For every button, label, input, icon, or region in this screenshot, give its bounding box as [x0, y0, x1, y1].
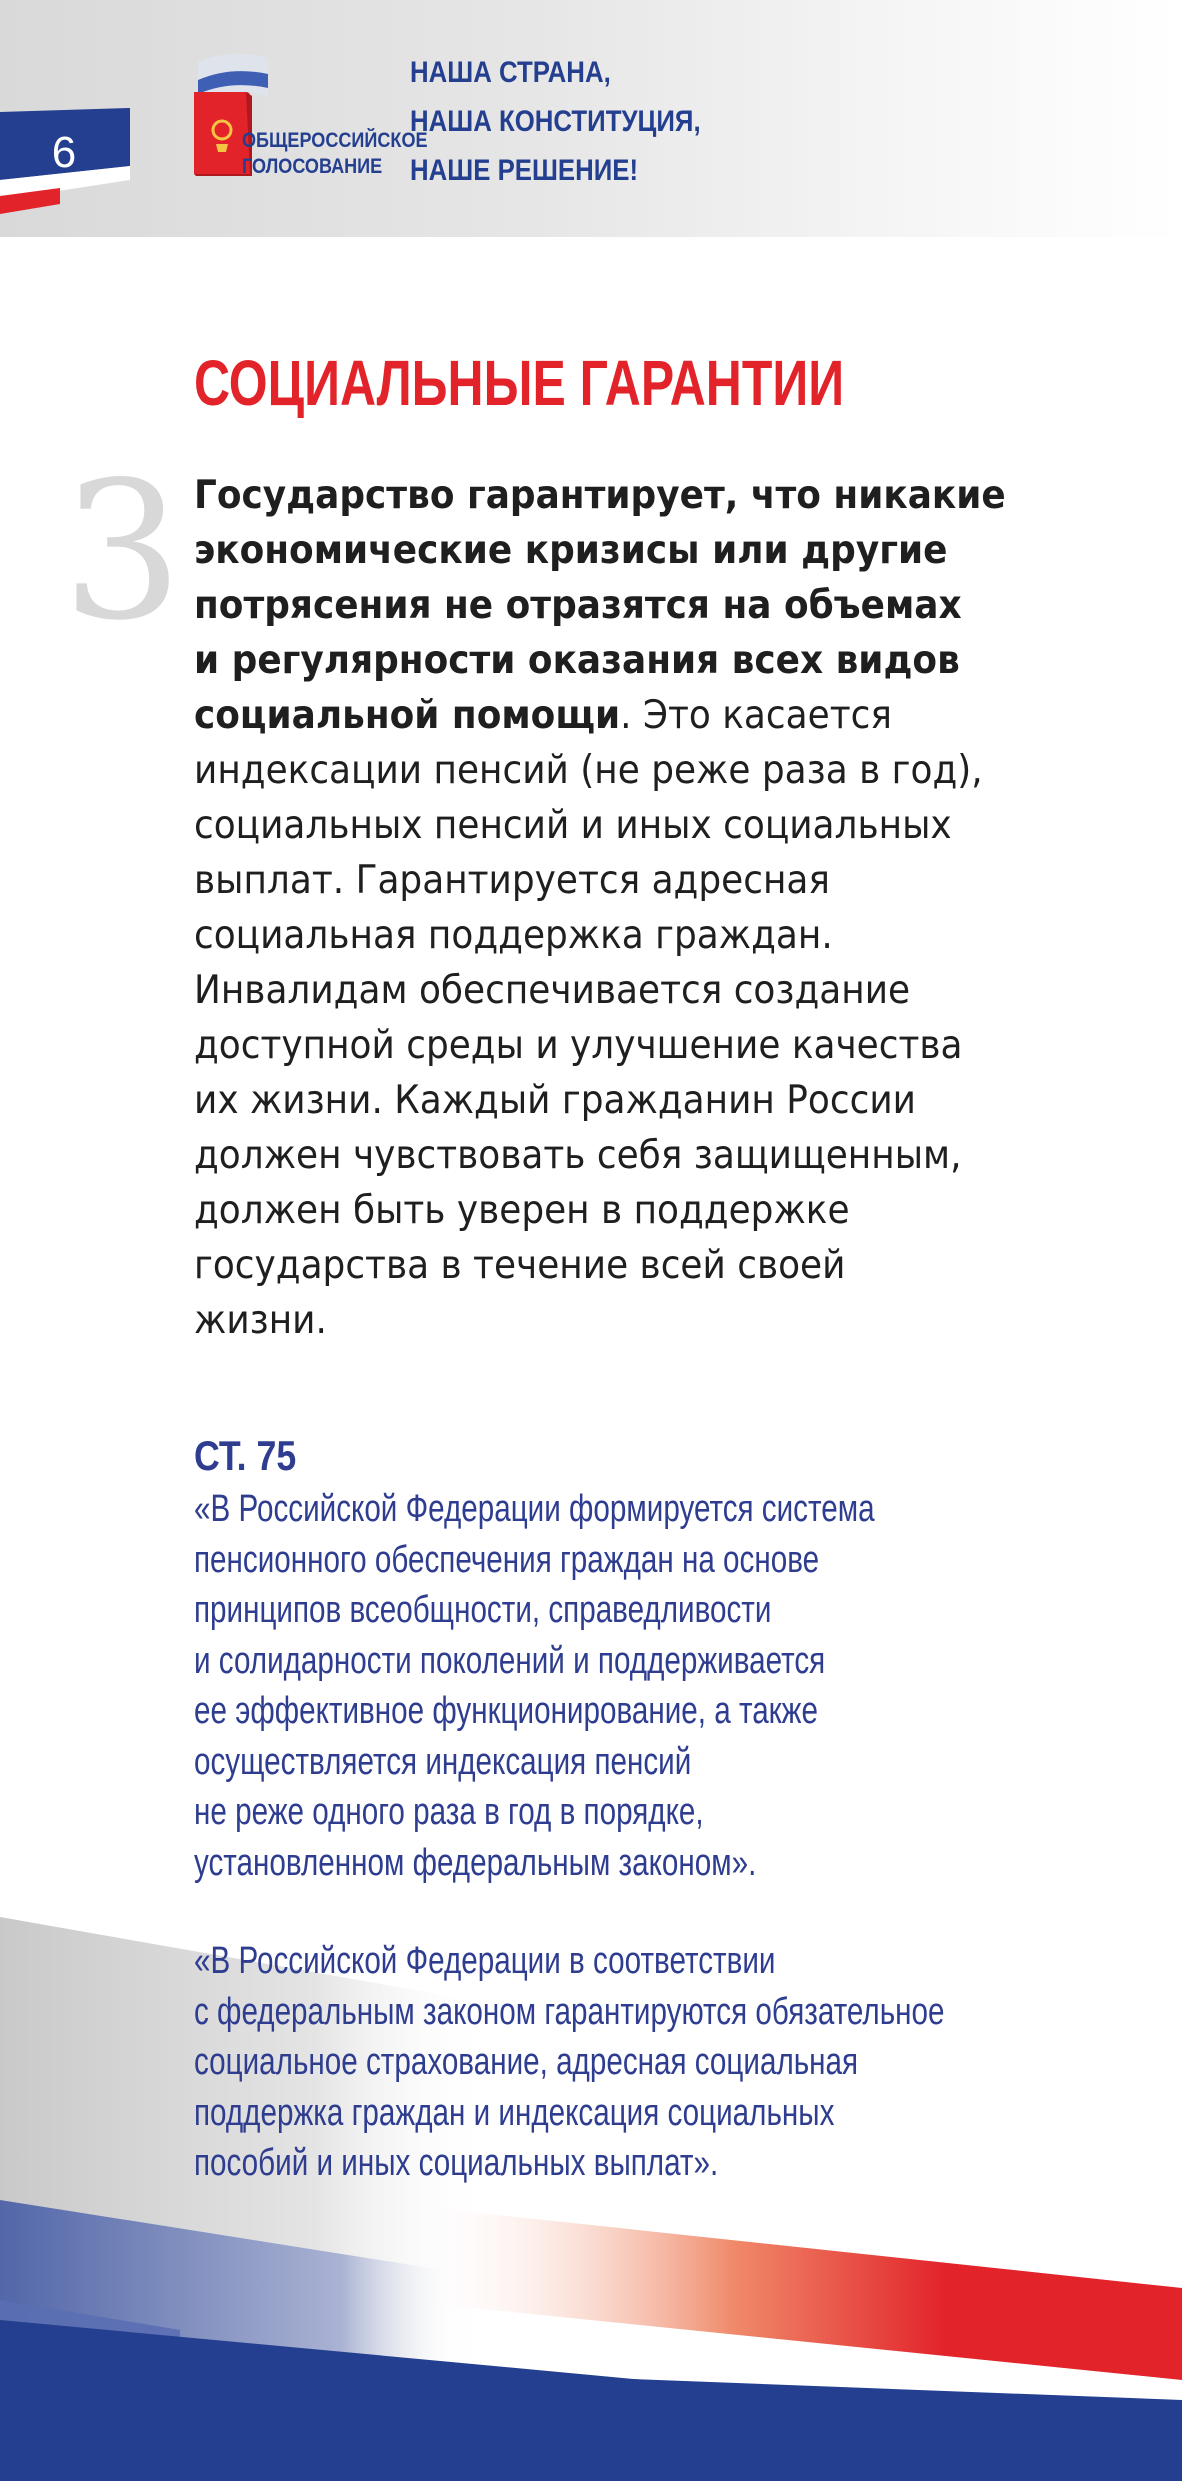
quote-line: социальное страхование, адресная социальная: [194, 2041, 859, 2083]
body-line: и регулярности оказания всех видов: [194, 638, 960, 683]
body-line: Государство гарантирует, что никакие: [194, 473, 1006, 518]
article-quote-2: [194, 1936, 1094, 2189]
logo-text: [242, 128, 428, 180]
quote-line: пенсионного обеспечения граждан на основе: [194, 1538, 820, 1581]
slogan-line: НАШЕ РЕШЕНИЕ!: [410, 154, 639, 187]
body-line: государства в течение всей своей: [194, 1243, 846, 1288]
body-line: индексации пенсий (не реже раза в год),: [194, 748, 983, 793]
body-line: потрясения не отразятся на объемах: [194, 583, 962, 628]
quote-line: ее эффективное функционирование, а также: [194, 1690, 818, 1732]
body-line: социальных пенсий и иных социальных: [194, 803, 952, 848]
body-line: Инвалидам обеспечивается создание: [194, 968, 911, 1013]
body-line: должен чувствовать себя защищенным,: [194, 1133, 962, 1178]
slogan: [410, 48, 701, 195]
body-line: их жизни. Каждый гражданин России: [194, 1078, 916, 1123]
quote-line: «В Российской Федерации в соответствии: [194, 1940, 776, 1982]
section-title: СОЦИАЛЬНЫЕ ГАРАНТИИ: [194, 347, 845, 419]
article-title: СТ. 75: [194, 1432, 297, 1479]
quote-line: установленном федеральным законом».: [194, 1841, 757, 1884]
body-line: должен быть уверен в поддержке: [194, 1188, 850, 1233]
body-line: социальная поддержка граждан.: [194, 913, 833, 958]
page-header: [0, 0, 1182, 237]
quote-line: не реже одного раза в год в порядке,: [194, 1791, 704, 1833]
logo-line-2: ГОЛОСОВАНИЕ: [242, 155, 383, 178]
body-line: жизни.: [194, 1298, 327, 1343]
section-body: [194, 468, 1054, 1348]
quote-line: принципов всеобщности, справедливости: [194, 1589, 772, 1631]
body-line: выплат. Гарантируется адресная: [194, 858, 830, 903]
section-number: 3: [62, 441, 183, 662]
page-number: 6: [51, 128, 77, 177]
quote-line: с федеральным законом гарантируются обязательное: [194, 1990, 945, 2033]
quote-line: пособий и иных социальных выплат».: [194, 2142, 719, 2184]
body-line: доступной среды и улучшение качества: [194, 1023, 963, 1068]
slogan-line: НАША КОНСТИТУЦИЯ,: [410, 105, 701, 138]
quote-line: поддержка граждан и индексация социальных: [194, 2091, 835, 2134]
quote-line: осуществляется индексация пенсий: [194, 1740, 692, 1783]
slogan-line: НАША СТРАНА,: [410, 56, 611, 89]
body-line: социальной помощи. Это касается: [194, 693, 892, 738]
quote-line: и солидарности поколений и поддерживается: [194, 1639, 826, 1682]
body-line: экономические кризисы или другие: [194, 528, 948, 573]
article-quote-1: [194, 1484, 1094, 1888]
quote-line: «В Российской Федерации формируется система: [194, 1488, 875, 1530]
constitution-article: [194, 1428, 1094, 2189]
logo-line-1: ОБЩЕРОССИЙСКОЕ: [242, 129, 428, 152]
